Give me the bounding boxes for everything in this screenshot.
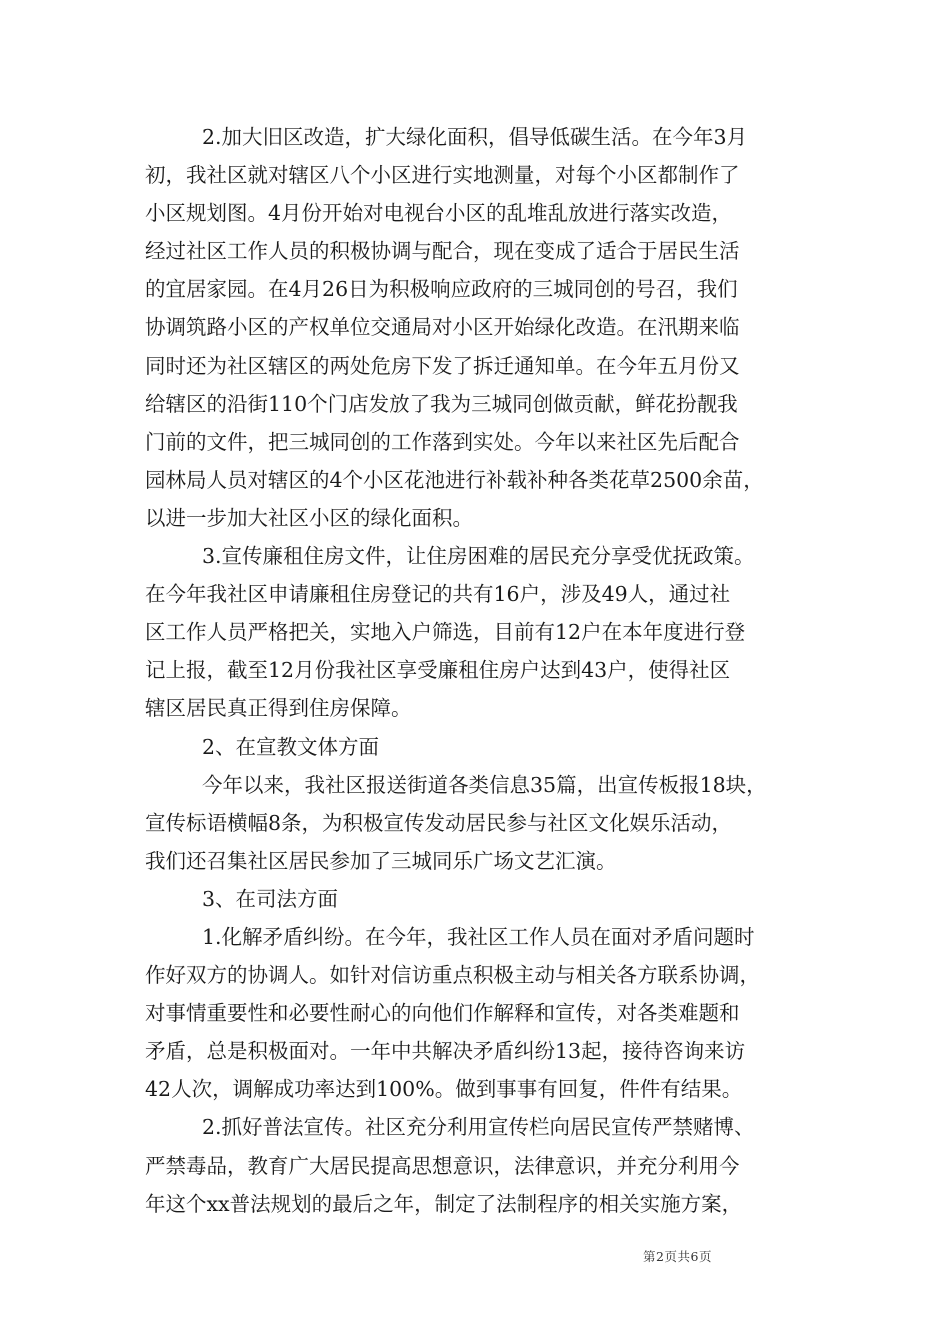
paragraph-line: 协调筑路小区的产权单位交通局对小区开始绿化改造。在汛期来临 xyxy=(145,315,740,340)
paragraph-line: 的宜居家园。在4月26日为积极响应政府的三城同创的号召，我们 xyxy=(145,277,738,302)
paragraph-line: 初，我社区就对辖区八个小区进行实地测量，对每个小区都制作了 xyxy=(145,163,740,188)
paragraph-line: 我们还召集社区居民参加了三城同乐广场文艺汇演。 xyxy=(145,848,617,873)
page-footer xyxy=(0,1247,950,1265)
document-body xyxy=(145,118,813,1223)
paragraph-line: 小区规划图。4月份开始对电视台小区的乱堆乱放进行落实改造， xyxy=(145,201,733,226)
paragraph-line: 园林局人员对辖区的4个小区花池进行补载补种各类花草2500余苗， xyxy=(145,467,764,492)
paragraph-line: 给辖区的沿街110个门店发放了我为三城同创做贡献，鲜花扮靓我 xyxy=(145,391,738,416)
paragraph-line: 3.宣传廉租住房文件，让住房困难的居民充分享受优抚政策。 xyxy=(202,544,755,569)
paragraph-line: 同时还为社区辖区的两处危房下发了拆迁通知单。在今年五月份又 xyxy=(145,353,740,378)
paragraph-line: 对事情重要性和必要性耐心的向他们作解释和宣传，对各类难题和 xyxy=(145,1001,740,1026)
paragraph-line: 记上报，截至12月份我社区享受廉租住房户达到43户，使得社区 xyxy=(145,658,731,683)
paragraph-line: 辖区居民真正得到住房保障。 xyxy=(145,696,412,721)
page-number-label: 第2页共6页 xyxy=(643,1249,712,1264)
paragraph-line: 宣传标语横幅8条，为积极宣传发动居民参与社区文化娱乐活动， xyxy=(145,810,733,835)
paragraph-line: 在今年我社区申请廉租住房登记的共有16户，涉及49人，通过社 xyxy=(145,582,731,607)
section-heading: 2、在宣教文体方面 xyxy=(202,734,380,759)
paragraph-line: 年这个xx普法规划的最后之年，制定了法制程序的相关实施方案， xyxy=(145,1191,743,1216)
paragraph-line: 2.抓好普法宣传。社区充分利用宣传栏向居民宣传严禁赌博、 xyxy=(202,1115,755,1140)
paragraph-line: 今年以来，我社区报送街道各类信息35篇，出宣传板报18块， xyxy=(202,772,767,797)
section-heading: 3、在司法方面 xyxy=(202,886,339,911)
paragraph-line: 严禁毒品，教育广大居民提高思想意识，法律意识，并充分利用今 xyxy=(145,1153,740,1178)
paragraph-line: 经过社区工作人员的积极协调与配合，现在变成了适合于居民生活 xyxy=(145,239,740,264)
paragraph-line: 门前的文件，把三城同创的工作落到实处。今年以来社区先后配合 xyxy=(145,429,740,454)
paragraph-line: 2.加大旧区改造，扩大绿化面积，倡导低碳生活。在今年3月 xyxy=(202,125,748,149)
paragraph-line: 以进一步加大社区小区的绿化面积。 xyxy=(145,505,473,530)
paragraph-line: 矛盾，总是积极面对。一年中共解决矛盾纠纷13起，接待咨询来访 xyxy=(145,1039,746,1064)
paragraph-line: 1.化解矛盾纠纷。在今年，我社区工作人员在面对矛盾问题时 xyxy=(202,924,755,949)
paragraph-line: 区工作人员严格把关，实地入户筛选，目前有12户在本年度进行登 xyxy=(145,620,746,645)
paragraph-line: 作好双方的协调人。如针对信访重点积极主动与相关各方联系协调， xyxy=(145,963,760,988)
paragraph-line: 42人次，调解成功率达到100%。做到事事有回复，件件有结果。 xyxy=(145,1077,743,1102)
